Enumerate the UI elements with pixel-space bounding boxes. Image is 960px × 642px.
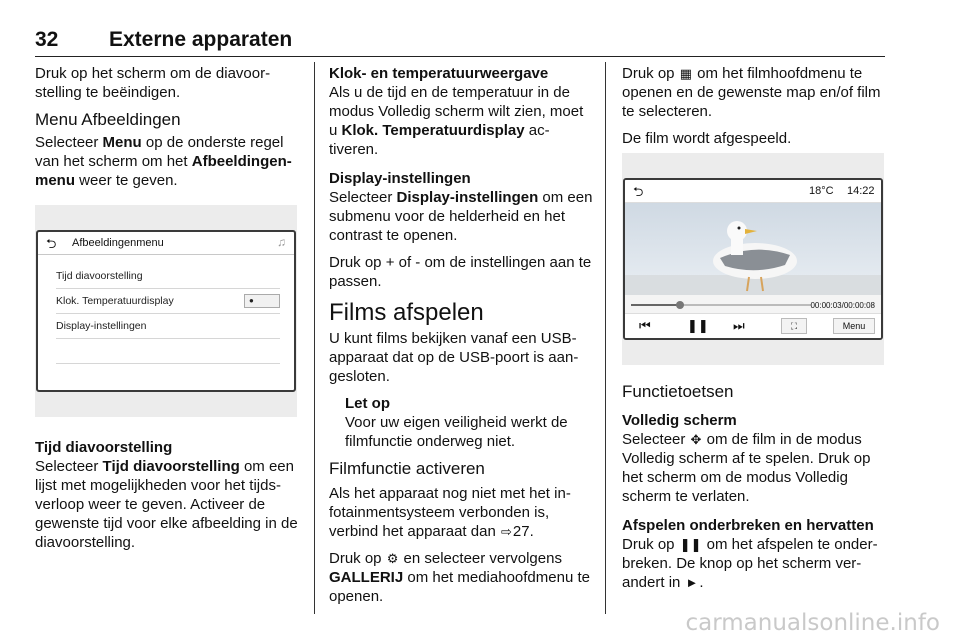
menu-item[interactable]: [56, 289, 280, 314]
progress-track[interactable]: [631, 304, 811, 306]
play-icon: ►: [685, 575, 699, 590]
intro-text: Druk op het scherm om de diavoor-stelling te beëindigen.: [35, 65, 271, 101]
column-1-lower: [35, 438, 303, 560]
text: Selecteer: [35, 458, 103, 475]
menu-item-empty: [56, 339, 280, 364]
subsection-heading: Klok- en temperatuurweergave: [329, 65, 549, 82]
fullscreen-icon: ✥: [690, 432, 702, 447]
column-3: [622, 64, 887, 156]
text: om het afspelen te onder-breken. De knop op het scherm ver-andert in: [622, 536, 878, 591]
paragraph: [329, 549, 595, 606]
subsection-heading: Display-instellingen: [329, 170, 471, 187]
column-2: [329, 64, 595, 614]
bold-term: Tijd diavoorstelling: [102, 458, 240, 475]
note-box: [345, 394, 595, 451]
paragraph: Druk op + of - om de instellingen aan te passen.: [329, 254, 592, 290]
paragraph: [329, 188, 595, 245]
figure-video-player: [622, 153, 884, 365]
column-divider: [605, 62, 606, 614]
section-heading: Films afspelen: [329, 299, 484, 326]
bold-term: Menu: [102, 134, 142, 151]
screen-status-bar: [625, 180, 881, 203]
paragraph: U kunt films bekijken vanaf een USB-apparaat dat op de USB-poort is aan-gesloten.: [329, 330, 579, 385]
bold-term: Display-instellingen: [396, 189, 539, 206]
text: Druk op: [622, 536, 679, 553]
text: Selecteer: [622, 431, 690, 448]
paragraph: De film wordt afgespeeld.: [622, 130, 792, 147]
ref-arrow-icon: ⇨: [500, 524, 512, 539]
menu-item-label: Display-instellingen: [56, 320, 147, 332]
menu-item[interactable]: [56, 314, 280, 339]
next-icon[interactable]: ⏭: [733, 318, 745, 333]
text: om een submenu voor de helderheid en het contrast te openen.: [329, 189, 593, 244]
time-readout: 00:00:03/00:00:08: [810, 301, 875, 310]
bold-term: Afbeeldingen-menu: [35, 153, 292, 189]
text: Selecteer: [329, 189, 397, 206]
pause-icon[interactable]: ❚❚: [687, 318, 709, 333]
section-heading: Functietoetsen: [622, 382, 734, 401]
video-frame[interactable]: [625, 203, 881, 295]
subsection-heading: Afspelen onderbreken en hervatten: [622, 517, 874, 534]
page-title: Externe apparaten: [109, 28, 293, 51]
back-icon[interactable]: ⮌: [46, 236, 57, 251]
menu-item[interactable]: [56, 264, 280, 289]
figure-image-menu: [35, 205, 297, 417]
bold-term: Klok. Temperatuurdisplay: [341, 122, 525, 139]
text: om het mediahoofdmenu te openen.: [329, 569, 590, 605]
paragraph: [622, 430, 887, 506]
text: .: [529, 523, 534, 540]
paragraph: [622, 64, 887, 121]
column-3-lower: [622, 382, 887, 600]
note-text: Voor uw eigen veiligheid werkt de filmfunctie onderweg niet.: [345, 414, 568, 450]
seagull-image: [625, 203, 881, 295]
paragraph: [329, 83, 595, 159]
text: en selecteer vervolgens: [399, 550, 562, 567]
screen-title-bar: [38, 232, 294, 255]
text: Druk op: [329, 550, 386, 567]
page-header: [35, 28, 885, 57]
temperature-readout: 18°C: [809, 185, 834, 197]
section-heading: Menu Afbeeldingen: [35, 110, 181, 129]
paragraph: [35, 133, 303, 190]
menu-item-label: Tijd diavoorstelling: [56, 270, 143, 282]
screen-title: Afbeeldingenmenu: [72, 237, 164, 249]
menu-item-label: Klok. Temperatuurdisplay: [56, 295, 174, 307]
text: ac-tiveren.: [329, 122, 550, 158]
screen-video-player: [623, 178, 883, 340]
text: Als u de tijd en de temperatuur in de modus Volledig scherm wilt zien, moet u: [329, 84, 584, 139]
pause-icon: ❚❚: [679, 537, 702, 552]
text: op de onderste regel van het scherm om het: [35, 134, 284, 170]
column-divider: [314, 62, 315, 614]
film-icon: ▦: [679, 66, 692, 81]
text: weer te geven.: [75, 172, 178, 189]
text: Selecteer: [35, 134, 103, 151]
progress-fill: [631, 304, 680, 306]
watermark: carmanualsonline.info: [685, 610, 940, 636]
toggle-icon[interactable]: ●: [244, 294, 280, 308]
clock-readout: 14:22: [847, 185, 875, 197]
back-icon[interactable]: ⮌: [633, 184, 644, 199]
gallery-icon: ⚙: [386, 551, 399, 566]
bold-term: GALLERIJ: [329, 569, 404, 586]
text: om een lijst met mogelijkheden voor het tijds-verloop weer te geven. Activeer de gewenste tijd voor elke afbeelding in de diavoorstelling.: [35, 458, 298, 551]
screen-image-menu: [36, 230, 296, 392]
note-heading: Let op: [345, 395, 390, 412]
prev-icon[interactable]: ⏮: [639, 318, 651, 333]
text: Druk op: [622, 65, 679, 82]
subsection-heading: Tijd diavoorstelling: [35, 439, 173, 456]
menu-button[interactable]: Menu: [833, 318, 875, 334]
subsection-heading: Volledig scherm: [622, 412, 737, 429]
text: om de film in de modus Volledig scherm af te spelen. Druk op het scherm om de modus Volledig scherm te verlaten.: [622, 431, 871, 505]
page-number: 32: [35, 28, 59, 51]
aspect-icon[interactable]: ⛶: [781, 318, 807, 334]
paragraph: [35, 457, 303, 552]
section-heading: Filmfunctie activeren: [329, 459, 485, 478]
text: .: [699, 574, 704, 591]
paragraph: [329, 484, 595, 541]
text: Als het apparaat nog niet met het in-fotainmentsysteem verbonden is, verbind het apparaat dan: [329, 485, 571, 540]
progress-knob[interactable]: [676, 301, 684, 309]
paragraph: [622, 535, 887, 592]
column-1: [35, 64, 303, 198]
playback-controls: [625, 313, 881, 338]
text: om het filmhoofdmenu te openen en de gewenste map en/of film te selecteren.: [622, 65, 881, 120]
page-reference[interactable]: 27: [512, 523, 530, 540]
music-note-icon[interactable]: ♫: [277, 235, 286, 249]
